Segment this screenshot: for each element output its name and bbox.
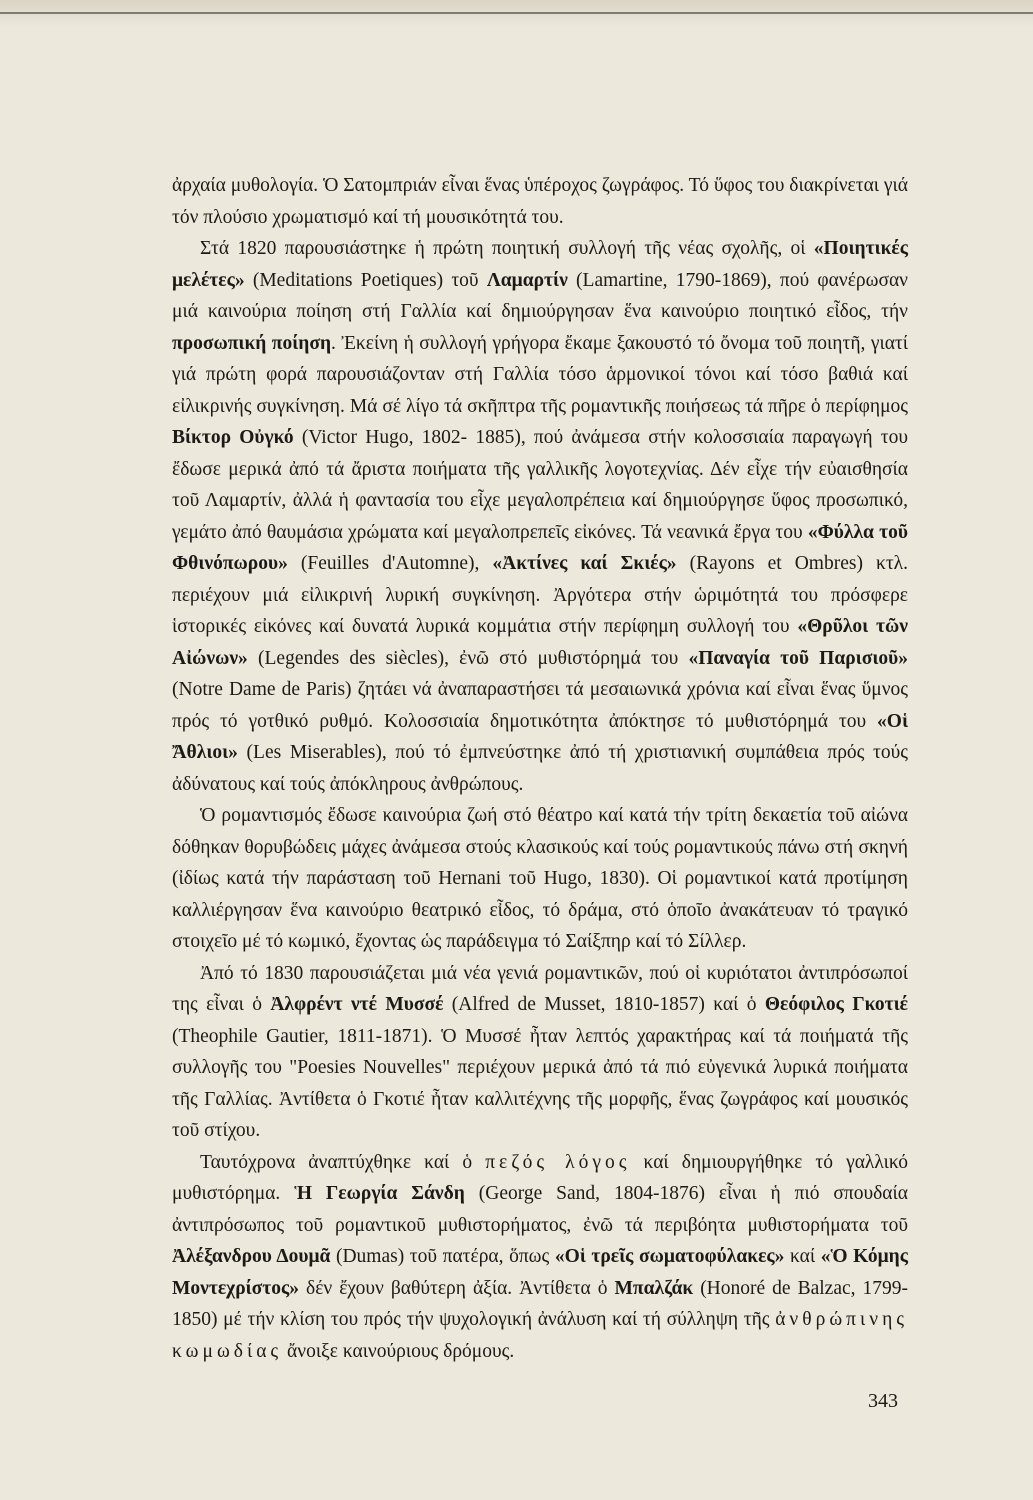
text-run: (Les Miserables), πού τό ἐμπνεύστηκε ἀπό τή χριστιανική συμπάθεια πρός τούς ἀδύνατους καί τούς ἀπόκληρους ἀνθρώπους. [172,742,908,795]
text-run: (Alfred de Musset, 1810-1857) καί ὁ [443,994,765,1015]
text-run: (Honoré de Balzac, 1799-1850) μέ τήν κλίση του πρός τήν ψυχολογική ἀνάλυση καί τή σύλληψη τῆς [172,1277,909,1330]
paragraph [172,800,908,958]
text-run: (Rayons et Ombres) κτλ. περιέχουν μιά εἰλικρινή λυρική συγκίνηση. Ἀργότερα στήν ὡριμότητά του πρόσφερε ἱστορικές εἰκόνες καί δυνατά λυρικά κομμάτια στήν περίφημη συλλογή του [172,553,908,637]
bold-title: «Φύλλα τοῦ Φθινόπωρου» [172,521,908,574]
bold-title: «Οἱ Ἄθλιοι» [172,710,908,763]
text-run: καί [784,1246,821,1267]
bold-title: Ἀλέξανδρου Δουμᾶ [172,1246,331,1267]
text-run: Ἀπό τό 1830 παρουσιάζεται μιά νέα γενιά ρομαντικῶν, πού οἱ κυριότατοι ἀντιπρόσωποί της εἶναι ὁ [172,962,908,1015]
bold-title: «Οἱ τρεῖς σωματοφύλακες» [554,1246,785,1267]
text-run: καί δημιουργήθηκε τό γαλλικό μυθιστόρημα. [172,1151,909,1204]
paragraph [172,233,908,800]
paragraph [172,958,908,1147]
text-run: ἄνοιξε καινούριους δρόμους. [282,1340,515,1362]
bold-title: Λαμαρτίν [486,269,568,291]
bold-title: Μπαλζάκ [614,1277,694,1299]
text-run: (Lamartine, 1790-1869), πού φανέρωσαν μιά καινούρια ποίηση στή Γαλλία καί δημιούργησαν ἕνα καινούριο ποιητικό εἶδος, τήν [172,269,908,322]
page-top-rule [0,12,1033,14]
bold-title: Ἡ Γεωργία Σάνδη [294,1183,465,1204]
bold-title: «Ποιητικές μελέτες» [172,238,908,291]
spaced-emphasis: ἀνθρώπινης κωμωδίας [172,1309,908,1362]
page-number: 343 [868,1390,898,1412]
text-run: . Ἐκείνη ἡ συλλογή γρήγορα ἔκαμε ξακουστό τό ὄνομα τοῦ ποιητῆ, γιατί γιά πρώτη φορά παρουσιάζονταν στή Γαλλία τόσο ἁρμονικοί τόνοι καί τόσο βαθιά καί εἰλικρινής συγκίνηση. Μά σέ λίγο τά σκῆπτρα τῆς ρομαντικῆς ποιήσεως τά πῆρε ὁ περίφημος [172,332,908,417]
text-run: (Feuilles d'Automne), [287,553,493,574]
body-text [172,170,908,1367]
text-run: (Meditations Poetiques) τοῦ [244,269,487,291]
bold-title: «Θρῦλοι τῶν Αἰώνων» [172,616,909,669]
bold-title: Θεόφιλος Γκοτιέ [764,994,908,1015]
paragraph [172,170,908,233]
bold-title: «Ὁ Κόμης Μοντεχρίστος» [172,1246,908,1299]
text-run: ἀρχαία μυθολογία. Ὁ Σατομπριάν εἶναι ἕνας ὑπέροχος ζωγράφος. Τό ὕφος του διακρίνεται γιά τόν πλούσιο χρωματισμό καί τή μουσικότητά του. [172,175,908,228]
text-run: (Theophile Gautier, 1811-1871). Ὁ Μυσσέ ἦταν λεπτός χαρακτήρας καί τά ποιήματά τῆς συλλογῆς του "Poesies Nouvelles" περιέχουν μερικά ἀπό τά πιό εὐγενικά λυρικά ποιήματα τῆς Γαλλίας. Ἀντίθετα ὁ Γκοτιέ ἦταν καλλιτέχνης τῆς μορφῆς, ἕνας ζωγράφος καί μουσικός τοῦ στίχου. [172,1025,908,1141]
text-run: (George Sand, 1804-1876) εἶναι ἡ πιό σπουδαία ἀντιπρόσωπος τοῦ ρομαντικοῦ μυθιστορήματος, ἐνῶ τά περιβόητα μυθιστορήματα τοῦ [172,1183,908,1236]
text-run: (Notre Dame de Paris) ζητάει νά ἀναπαραστήσει τά μεσαιωνικά χρόνια καί εἶναι ἕνας ὕμνος πρός τό γοτθικό ρυθμό. Κολοσσιαία δημοτικότητα ἀπόκτησε τό μυθιστόρημά του [172,679,908,732]
text-run: Στά 1820 παρουσιάστηκε ἡ πρώτη ποιητική συλλογή τῆς νέας σχολῆς, οἱ [200,238,814,259]
bold-title: «Ἀκτίνες καί Σκιές» [492,553,677,574]
text-run: (Victor Hugo, 1802- 1885), πού ἀνάμεσα στήν κολοσσιαία παραγωγή του ἔδωσε μερικά ἀπό τά ἄριστα ποιήματα τῆς γαλλικῆς λογοτεχνίας. Δέν εἶχε τήν εὐαισθησία τοῦ Λαμαρτίν, ἀλλά ἡ φαντασία του εἶχε μεγαλοπρέπεια καί δημιούργησε ὕφος προσωπικό, γεμάτο ἀπό θαυμάσια χρώματα καί μεγαλοπρεπεῖς εἰκόνες. Τά νεανικά ἔργα του [172,427,908,543]
bold-title: «Παναγία τοῦ Παρισιοῦ» [688,647,908,669]
bold-title: προσωπική ποίηση [172,332,332,354]
bold-title: Βίκτορ Οὐγκό [172,427,294,448]
text-run: δέν ἔχουν βαθύτερη ἀξία. Ἀντίθετα ὁ [299,1277,615,1299]
text-run: Ὁ ρομαντισμός ἔδωσε καινούρια ζωή στό θέατρο καί κατά τήν τρίτη δεκαετία τοῦ αἰώνα δόθηκαν θορυβώδεις μάχες ἀνάμεσα στούς κλασικούς καί τούς ρομαντικούς πάνω στή σκηνή (ἰδίως κατά τήν παράσταση τοῦ Hernani τοῦ Hugo, 1830). Οἱ ρομαντικοί κατά προτίμηση καλλιέργησαν ἕνα καινούριο θεατρικό εἶδος, τό δράμα, στό ὁποῖο ἀνακάτευαν τό τραγικό στοιχεῖο μέ τό κωμικό, ἔχοντας ὡς παράδειγμα τό Σαίξπηρ καί τό Σίλλερ. [172,805,908,952]
text-run: Ταυτόχρονα ἀναπτύχθηκε καί ὁ [200,1151,486,1173]
bold-title: Ἀλφρέντ ντέ Μυσσέ [270,994,444,1015]
page-top-edge [0,0,1033,28]
paragraph [172,1147,908,1368]
spaced-emphasis: πεζός λόγος [485,1151,631,1173]
text-run: (Legendes des siècles), ἐνῶ στό μυθιστόρημά του [247,647,689,669]
text-run: (Dumas) τοῦ πατέρα, ὅπως [330,1246,555,1267]
